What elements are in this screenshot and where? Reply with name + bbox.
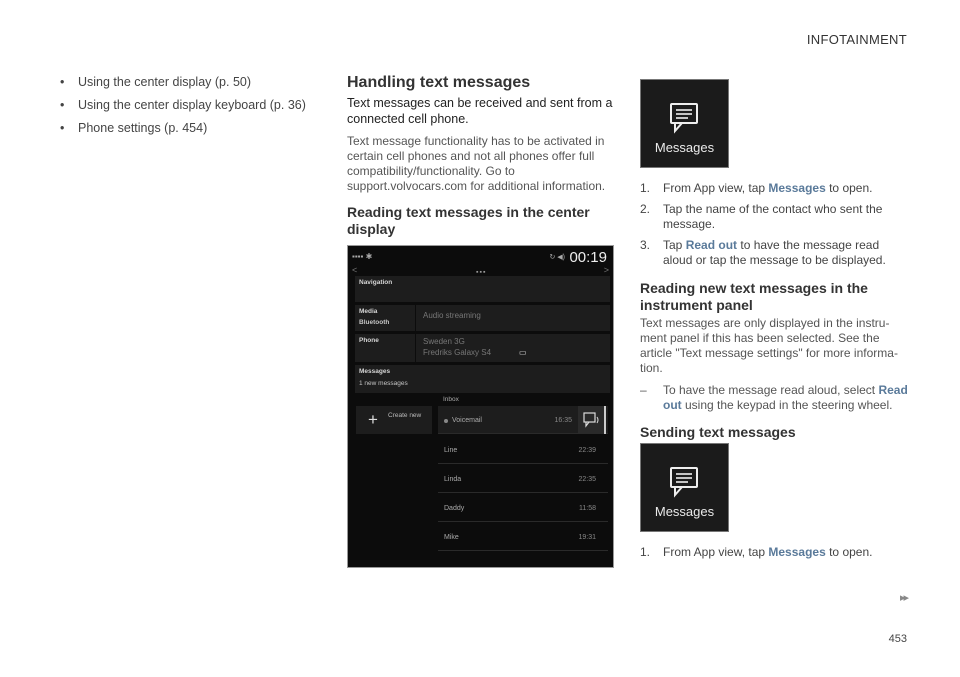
related-link[interactable]: • Using the center display keyboard (p. 36) (60, 98, 306, 112)
reading-center-title: Reading text messages in the center display (347, 204, 590, 237)
related-link[interactable]: • Using the center display (p. 50) (60, 75, 252, 89)
chat-bubble-icon (669, 102, 701, 134)
next-page-icon[interactable]: ▸▸ (899, 592, 907, 604)
message-row[interactable]: Line 22:39 (438, 436, 608, 464)
message-row[interactable]: Voicemail 16:35 (438, 406, 608, 434)
plus-icon: + (368, 410, 378, 429)
message-row[interactable]: Mike 19:31 (438, 523, 608, 551)
clock: 00:19 (569, 249, 607, 266)
reading-instrument-body: Text messages are only displayed in the instru-ment panel if this has been selected. See the article "Text message settings" for more informa-tion. (640, 316, 898, 375)
related-links (60, 75, 320, 144)
speech-bubble-icon (582, 410, 602, 430)
page-dots: ▪▪▪ (476, 269, 487, 276)
message-row[interactable]: Daddy 11:58 (438, 494, 608, 522)
status-bar (348, 246, 613, 268)
tile-messages[interactable]: Messages 1 new messages (355, 365, 610, 393)
tile-media[interactable]: Media Bluetooth Audio streaming (355, 305, 610, 331)
inbox-label: Inbox (443, 396, 459, 403)
handling-lead: Text messages can be received and sent from a connected cell phone. (347, 96, 613, 126)
battery-icon: ▭ (519, 348, 527, 357)
steps-section (640, 79, 910, 566)
sending-title: Sending text messages (640, 424, 796, 440)
chevron-right-icon: > (603, 265, 609, 275)
handling-title: Handling text messages (347, 74, 531, 91)
center-display-screenshot (347, 245, 614, 568)
messages-app-icon: Messages (640, 443, 729, 532)
read-out-button[interactable] (578, 406, 606, 434)
signal-icon: ▪▪▪▪ ✱ (352, 252, 373, 261)
section-header: INFOTAINMENT (806, 32, 907, 47)
unread-dot-icon (444, 419, 448, 423)
chat-bubble-icon (669, 466, 701, 498)
create-new-button[interactable]: + Create new (356, 406, 432, 434)
reading-instrument-title: Reading new text messages in the instrument panel (640, 280, 868, 313)
step-1: 1. From App view, tap Messages to open. (640, 181, 873, 195)
step-2: 2. Tap the name of the contact who sent the message. (640, 202, 883, 231)
sync-volume-icon: ↻ ◀) (549, 254, 565, 261)
tile-phone[interactable]: Phone Sweden 3G Fredriks Galaxy S4 ▭ (355, 334, 610, 362)
read-aloud-instruction: – To have the message read aloud, select Read out using the keypad in the steering wheel. (640, 383, 908, 412)
handling-section (347, 74, 615, 241)
send-step-1: 1. From App view, tap Messages to open. (640, 545, 873, 559)
chevron-left-icon: < (352, 265, 358, 275)
page-number: 453 (888, 633, 907, 645)
step-3: 3. Tap Read out to have the message read aloud or tap the message to be displayed. (640, 238, 886, 267)
tile-navigation[interactable]: Navigation (355, 276, 610, 302)
messages-app-icon: Messages (640, 79, 729, 168)
message-row[interactable]: Linda 22:35 (438, 465, 608, 493)
handling-body: Text message functionality has to be activated in certain cell phones and not all phones offer full compatibility/functionality. Go to support.volvocars.com for additional information. (347, 134, 606, 193)
related-link[interactable]: • Phone settings (p. 454) (60, 121, 208, 135)
